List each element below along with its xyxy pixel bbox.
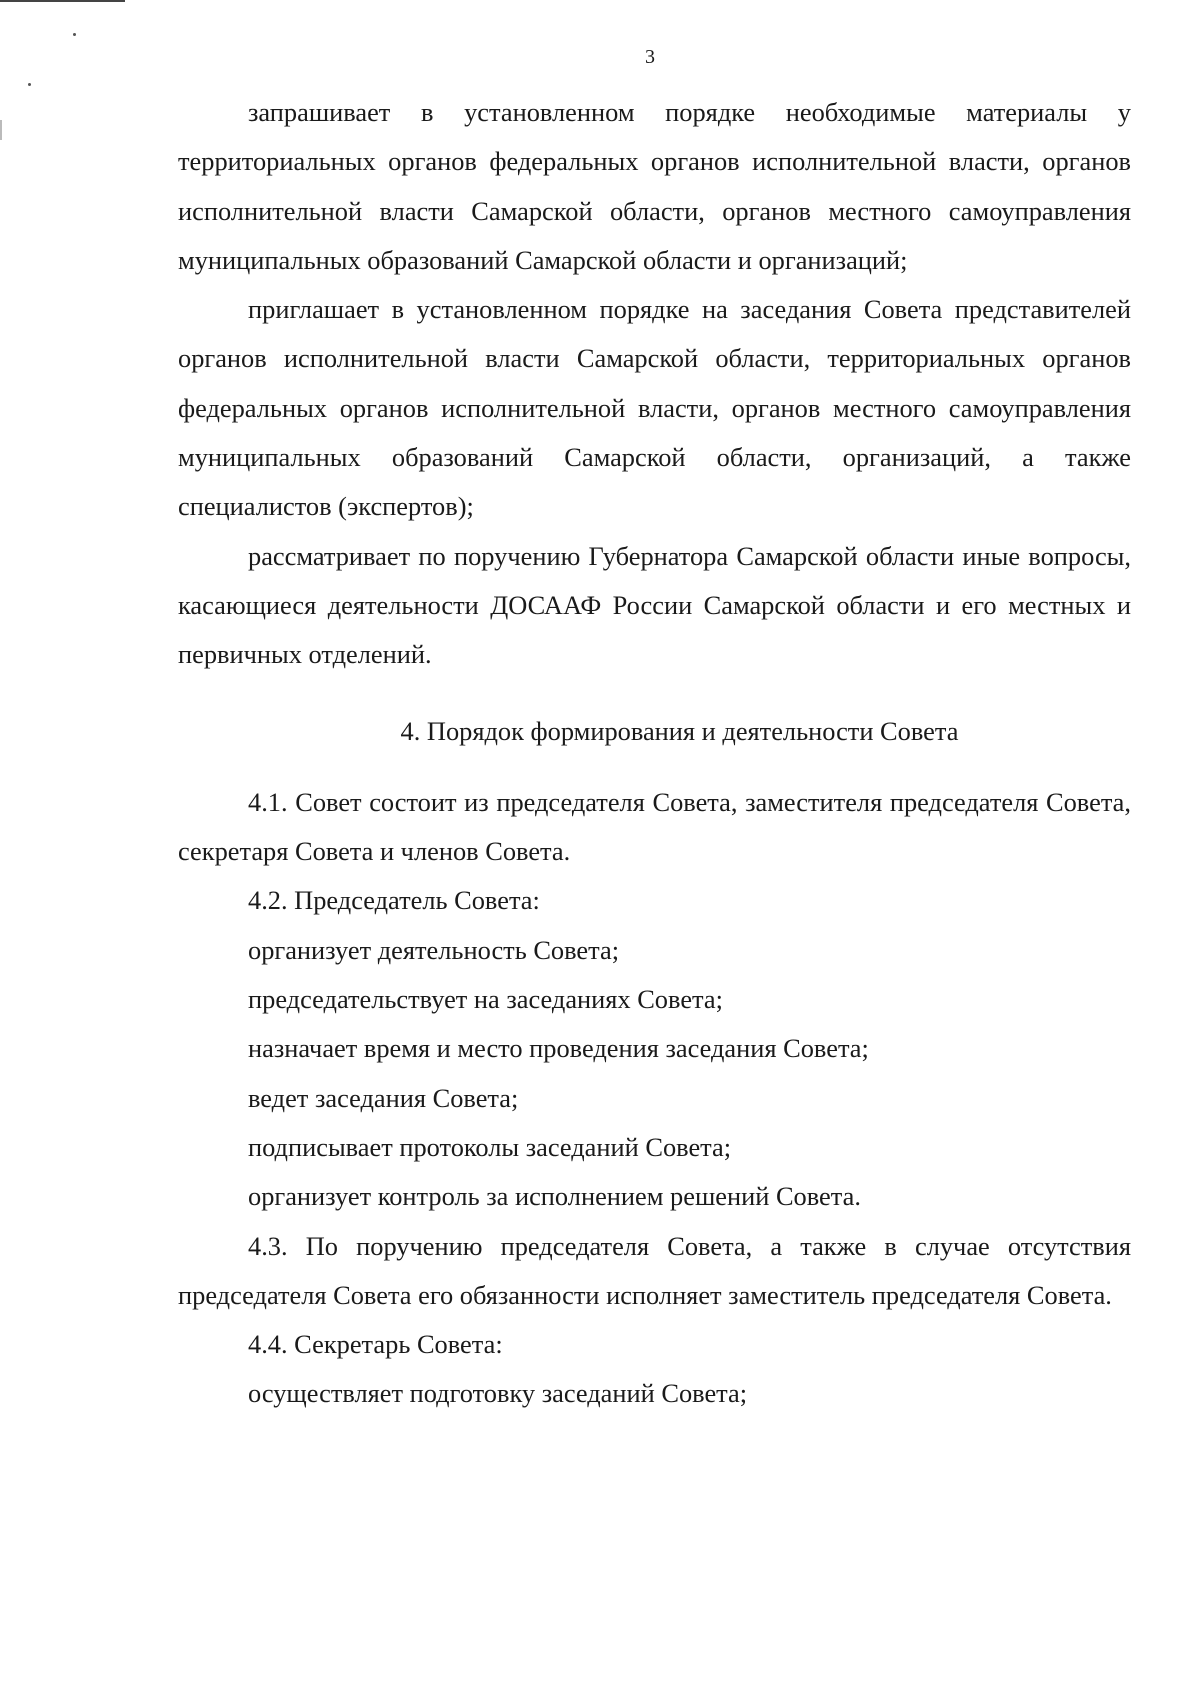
list-item-chairman-duty: организует контроль за исполнением решений Совета. — [248, 1181, 861, 1212]
scan-edge-mark — [0, 0, 125, 2]
document-body — [178, 88, 1131, 1419]
paragraph-4-3: 4.3. По поручению председателя Совета, а также в случае отсутствия председателя Совета его обязанности исполняет заместитель председателя Совета. — [178, 1230, 1131, 1310]
list-item-secretary-duty: осуществляет подготовку заседаний Совета; — [248, 1378, 748, 1409]
paragraph-4-1: 4.1. Совет состоит из председателя Совета, заместителя председателя Совета, секретаря Совета и членов Совета. — [178, 786, 1131, 867]
list-item-chairman-duty: подписывает протоколы заседаний Совета; — [248, 1131, 732, 1162]
scan-speck — [28, 83, 31, 86]
paragraph-requests-materials: запрашивает в установленном порядке необходимые материалы у территориальных органов федеральных органов исполнительной власти, органов исполнительной власти Самарской области, органов местного самоуправления муниципальных образований Самарской области и организаций; — [178, 97, 1131, 275]
list-item-chairman-duty: ведет заседания Совета; — [248, 1082, 519, 1113]
list-item-chairman-duty: председательствует на заседаниях Совета; — [248, 984, 723, 1015]
scan-speck — [73, 33, 76, 36]
paragraph-4-4: 4.4. Секретарь Совета: — [248, 1329, 503, 1360]
list-item-chairman-duty: организует деятельность Совета; — [248, 934, 620, 965]
list-item-chairman-duty: назначает время и место проведения заседания Совета; — [248, 1033, 869, 1064]
section-heading: 4. Порядок формирования и деятельности Совета — [400, 715, 959, 746]
paragraph-invites-representatives: приглашает в установленном порядке на заседания Совета представителей органов исполнительной власти Самарской области, территориальных органов федеральных органов исполнительной власти, органов местного самоуправления муниципальных образований Самарской области, организаций, а также специалистов (экспертов); — [178, 294, 1131, 522]
scan-edge-mark — [0, 120, 2, 140]
paragraph-4-2: 4.2. Председатель Совета: — [248, 885, 540, 916]
page-number: 3 — [645, 46, 655, 68]
paragraph-considers-issues: рассматривает по поручению Губернатора Самарской области иные вопросы, касающиеся деятельности ДОСААФ России Самарской области и его местных и первичных отделений. — [178, 540, 1131, 670]
